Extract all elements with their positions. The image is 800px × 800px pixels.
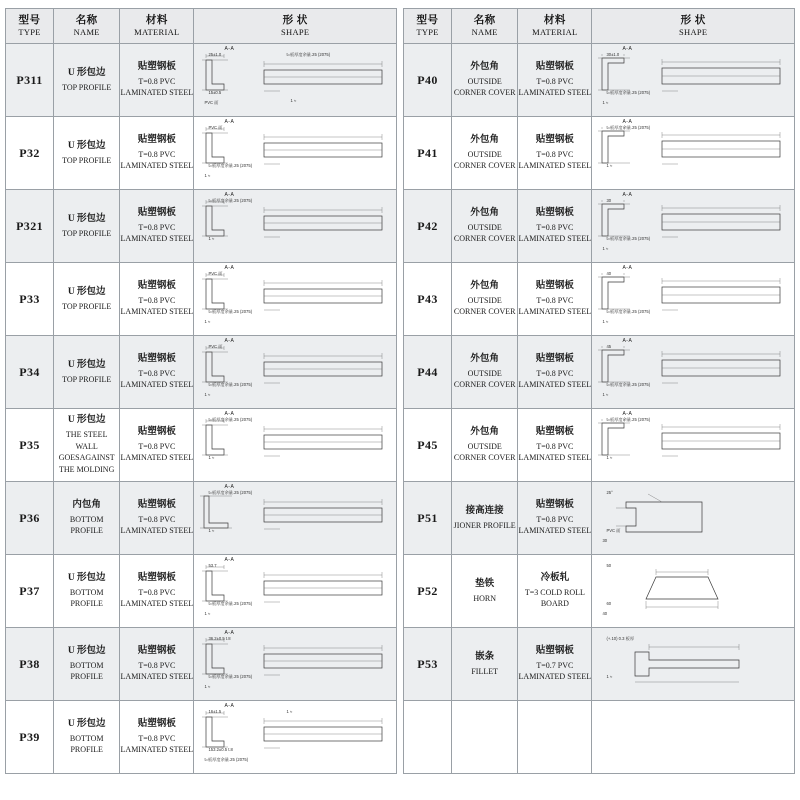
- dimension-text: t=板厚度余量.25 (2075): [208, 417, 253, 422]
- shape-cell: [592, 117, 795, 190]
- dimension-text: 1 ≈: [290, 98, 297, 103]
- material-cn: 贴塑钢板: [535, 646, 574, 657]
- table-header-right: [404, 9, 795, 44]
- type-cell: P41: [404, 117, 452, 190]
- type-cell: P42: [404, 190, 452, 263]
- table-row: [404, 117, 795, 190]
- material-en: T=0.8 PVC LAMINATED STEEL: [120, 149, 194, 171]
- shape-drawing: [592, 628, 794, 700]
- column-header-shape: [194, 9, 397, 44]
- shape-drawing: [194, 44, 396, 116]
- name-cell: [54, 44, 120, 117]
- type-cell: P52: [404, 555, 452, 628]
- material-en: T=0.8 PVC LAMINATED STEEL: [518, 222, 592, 244]
- shape-cell: [194, 44, 397, 117]
- dimension-text: PVC 面: [208, 271, 223, 276]
- material-en: T=3 COLD ROLL BOARD: [524, 587, 585, 609]
- column-header-type: [404, 9, 452, 44]
- material-cn: 贴塑钢板: [535, 135, 574, 146]
- dimension-text: 1 ≈: [606, 674, 613, 679]
- table-row: [6, 336, 397, 409]
- material-cell: [120, 409, 194, 482]
- dimension-text: PVC 面: [208, 125, 223, 130]
- material-cell: [120, 701, 194, 774]
- section-label: A-A: [224, 557, 235, 563]
- column-header-name: [452, 9, 518, 44]
- name-cn: U 形包边: [67, 415, 106, 426]
- name-cell: [452, 701, 518, 774]
- table-row: [6, 482, 397, 555]
- section-label: A-A: [622, 192, 633, 198]
- material-cell: [518, 44, 592, 117]
- type-cell: P39: [6, 701, 54, 774]
- material-en: T=0.8 PVC LAMINATED STEEL: [518, 149, 592, 171]
- column-header-name-cn: 名称: [473, 15, 496, 27]
- name-cell: [452, 555, 518, 628]
- dimension-text: 53.7: [208, 563, 217, 568]
- left-table-wrapper: [5, 8, 397, 794]
- type-cell: P37: [6, 555, 54, 628]
- name-cn: U 形包边: [67, 140, 106, 151]
- material-cn: 贴塑钢板: [535, 281, 574, 292]
- name-en: FILLET: [471, 666, 499, 676]
- name-cn: 外包角: [470, 427, 499, 438]
- material-cn: 贴塑钢板: [535, 427, 574, 438]
- type-cell: P53: [404, 628, 452, 701]
- section-label: A-A: [224, 192, 235, 198]
- material-cell: [120, 190, 194, 263]
- type-cell: P33: [6, 263, 54, 336]
- type-cell: P40: [404, 44, 452, 117]
- column-header-type-cn: 型号: [416, 15, 439, 27]
- material-cn: 冷板轧: [540, 573, 570, 584]
- dimension-text: PVC 面: [606, 528, 621, 533]
- section-label: A-A: [622, 46, 633, 52]
- name-en: OUTSIDE CORNER COVER: [453, 441, 516, 463]
- shape-drawing: [592, 336, 794, 408]
- dimension-text: t=板厚度余量.25 (2075): [606, 125, 651, 130]
- table-row: [404, 336, 795, 409]
- column-header-type: [6, 9, 54, 44]
- material-cn: 贴塑钢板: [137, 135, 176, 146]
- material-cell: [518, 482, 592, 555]
- dimension-text: 1 ≈: [286, 709, 293, 714]
- section-label: A-A: [224, 119, 235, 125]
- section-label: A-A: [224, 265, 235, 271]
- table-row: [404, 701, 795, 774]
- name-cn: U 形包边: [67, 573, 106, 584]
- dimension-text: 1 ≈: [208, 236, 215, 241]
- shape-drawing: [194, 628, 396, 700]
- shape-cell: [592, 44, 795, 117]
- dimension-text: t=板厚度余量.25 (2075): [208, 309, 253, 314]
- material-cell: [518, 263, 592, 336]
- name-cell: [452, 190, 518, 263]
- material-cell: [120, 336, 194, 409]
- column-header-name-en: NAME: [471, 27, 498, 38]
- material-cn: 贴塑钢板: [535, 500, 574, 511]
- table-row: [6, 190, 397, 263]
- material-en: T=0.7 PVC LAMINATED STEEL: [518, 660, 592, 682]
- dimension-text: t=板厚度余量.25 (2075): [606, 90, 651, 95]
- name-cell: [54, 190, 120, 263]
- section-label: A-A: [622, 265, 633, 271]
- name-cell: [54, 336, 120, 409]
- shape-cell: [592, 336, 795, 409]
- table-row: [6, 44, 397, 117]
- column-header-material-cn: 材料: [543, 15, 566, 27]
- name-en: THE STEEL WALL GOESAGAINST THE MOLDING: [58, 430, 115, 474]
- dimension-text: 30: [602, 538, 608, 543]
- dimension-text: (+.10) 0.3 板厚: [606, 636, 635, 641]
- dimension-text: t=板厚度余量.25 (2075): [606, 382, 651, 387]
- material-en: T=0.8 PVC LAMINATED STEEL: [120, 76, 194, 98]
- shape-drawing: [194, 409, 396, 481]
- name-cell: [54, 701, 120, 774]
- section-label: A-A: [224, 46, 235, 52]
- material-cell: [120, 44, 194, 117]
- name-en: JIONER PROFILE: [453, 520, 516, 530]
- material-en: T=0.8 PVC LAMINATED STEEL: [518, 295, 592, 317]
- dimension-text: 15±0.5: [208, 90, 222, 95]
- column-header-shape-cn: 形 状: [282, 15, 308, 27]
- dimension-text: 50: [606, 563, 612, 568]
- name-cn: 外包角: [470, 281, 499, 292]
- table-row: [6, 628, 397, 701]
- section-label: A-A: [224, 703, 235, 709]
- type-cell: P43: [404, 263, 452, 336]
- dimension-text: t=板厚度余量.25 (2075): [208, 601, 253, 606]
- name-cell: [54, 482, 120, 555]
- material-cell: [518, 117, 592, 190]
- dimension-text: t=板厚度余量.25 (2075): [204, 757, 249, 762]
- dimension-text: 1 ≈: [204, 319, 211, 324]
- shape-cell: [592, 190, 795, 263]
- type-cell: P51: [404, 482, 452, 555]
- name-en: TOP PROFILE: [62, 228, 112, 238]
- shape-cell: [194, 263, 397, 336]
- material-cn: 贴塑钢板: [137, 62, 176, 73]
- table-row: [404, 482, 795, 555]
- dimension-text: 1 ≈: [204, 173, 211, 178]
- table-header-left: [6, 9, 397, 44]
- name-cell: [452, 336, 518, 409]
- shape-drawing: [592, 263, 794, 335]
- right-table-wrapper: [403, 8, 795, 794]
- dimension-text: 40: [606, 271, 612, 276]
- material-cn: 贴塑钢板: [137, 208, 176, 219]
- shape-cell: [194, 628, 397, 701]
- material-en: T=0.8 PVC LAMINATED STEEL: [120, 514, 194, 536]
- type-cell: P34: [6, 336, 54, 409]
- name-en: OUTSIDE CORNER COVER: [453, 368, 516, 390]
- dimension-text: t=板厚度余量.25 (2075): [606, 236, 651, 241]
- material-en: T=0.8 PVC LAMINATED STEEL: [518, 368, 592, 390]
- table-body-right: [404, 44, 795, 774]
- dimension-text: 1 ≈: [606, 163, 613, 168]
- section-label: A-A: [622, 411, 633, 417]
- table-row: [6, 117, 397, 190]
- dimension-text: 1 ≈: [204, 684, 211, 689]
- dimension-text: 25±1.0: [208, 52, 222, 57]
- material-en: T=0.8 PVC LAMINATED STEEL: [120, 441, 194, 463]
- column-header-type-en: TYPE: [416, 27, 439, 38]
- name-cell: [452, 409, 518, 482]
- shape-drawing: [194, 336, 396, 408]
- dimension-text: t=板厚度余量.25 (2075): [208, 382, 253, 387]
- shape-cell: [592, 628, 795, 701]
- dimension-text: 30: [606, 198, 612, 203]
- name-en: OUTSIDE CORNER COVER: [453, 295, 516, 317]
- shape-drawing: [194, 701, 396, 773]
- name-cn: 垫铁: [475, 578, 495, 589]
- table-row: [404, 190, 795, 263]
- material-cn: 贴塑钢板: [137, 427, 176, 438]
- table-row: [6, 555, 397, 628]
- material-cn: 贴塑钢板: [137, 646, 176, 657]
- column-header-shape-en: SHAPE: [679, 27, 708, 38]
- material-en: T=0.8 PVC LAMINATED STEEL: [120, 660, 194, 682]
- section-label: A-A: [622, 338, 633, 344]
- dimension-text: 1 ≈: [602, 392, 609, 397]
- column-header-material-cn: 材料: [145, 15, 168, 27]
- shape-cell: [194, 409, 397, 482]
- shape-cell: [592, 701, 795, 774]
- column-header-type-cn: 型号: [18, 15, 41, 27]
- dimension-text: t=板厚度余量.25 (2075): [208, 163, 253, 168]
- material-en: T=0.8 PVC LAMINATED STEEL: [518, 441, 592, 463]
- table-row: [404, 555, 795, 628]
- table-row: [6, 263, 397, 336]
- material-en: T=0.8 PVC LAMINATED STEEL: [120, 587, 194, 609]
- dimension-text: 45: [606, 344, 612, 349]
- column-header-shape-cn: 形 状: [680, 15, 706, 27]
- table-row: [6, 701, 397, 774]
- shape-cell: [194, 555, 397, 628]
- dimension-text: 36.2±0.5 t.8: [208, 636, 231, 641]
- shape-drawing: [592, 44, 794, 116]
- table-row: [404, 409, 795, 482]
- column-header-material-en: MATERIAL: [134, 27, 180, 38]
- type-cell: P36: [6, 482, 54, 555]
- shape-drawing: [194, 263, 396, 335]
- dimension-text: 1 ≈: [208, 455, 215, 460]
- name-cn: 内包角: [72, 500, 101, 511]
- spec-table-left: [5, 8, 397, 774]
- dimension-text: 25°: [606, 490, 613, 495]
- dimension-text: t=板厚度余量.25 (2075): [208, 490, 253, 495]
- dimension-text: 16±1.5: [208, 709, 222, 714]
- table-body-left: [6, 44, 397, 774]
- type-cell: P32: [6, 117, 54, 190]
- shape-cell: [194, 336, 397, 409]
- dimension-text: t=板厚度余量.25 (2075): [208, 198, 253, 203]
- name-en: BOTTOM PROFILE: [69, 514, 104, 536]
- name-en: TOP PROFILE: [62, 155, 112, 165]
- type-cell: [404, 701, 452, 774]
- material-en: T=0.8 PVC LAMINATED STEEL: [120, 733, 194, 755]
- shape-drawing: [592, 190, 794, 262]
- column-header-material: [518, 9, 592, 44]
- name-cn: U 形包边: [67, 286, 106, 297]
- shape-cell: [592, 555, 795, 628]
- table-row: [6, 409, 397, 482]
- section-label: A-A: [622, 119, 633, 125]
- material-cn: 贴塑钢板: [137, 354, 176, 365]
- material-en: T=0.8 PVC LAMINATED STEEL: [518, 76, 592, 98]
- material-cn: 贴塑钢板: [137, 719, 176, 730]
- spec-table-right: [403, 8, 795, 774]
- type-cell: P35: [6, 409, 54, 482]
- dimension-text: PVC 面: [208, 344, 223, 349]
- section-label: A-A: [224, 411, 235, 417]
- shape-cell: [592, 482, 795, 555]
- dimension-text: 1 ≈: [204, 611, 211, 616]
- shape-drawing: [592, 482, 794, 554]
- name-cn: U 形包边: [67, 213, 106, 224]
- material-cell: [518, 190, 592, 263]
- name-en: BOTTOM PROFILE: [69, 660, 104, 682]
- material-cell: [120, 263, 194, 336]
- dimension-text: 1 ≈: [602, 246, 609, 251]
- shape-drawing: [592, 555, 794, 627]
- material-cell: [120, 628, 194, 701]
- section-label: A-A: [224, 630, 235, 636]
- column-header-name: [54, 9, 120, 44]
- shape-cell: [194, 701, 397, 774]
- shape-cell: [194, 190, 397, 263]
- material-cn: 贴塑钢板: [535, 354, 574, 365]
- shape-drawing: [592, 409, 794, 481]
- dimension-text: 1 ≈: [606, 455, 613, 460]
- shape-drawing: [194, 482, 396, 554]
- type-cell: P44: [404, 336, 452, 409]
- name-cn: 外包角: [470, 354, 499, 365]
- section-label: A-A: [224, 484, 235, 490]
- name-cell: [54, 409, 120, 482]
- name-cn: U 形包边: [67, 67, 106, 78]
- table-row: [404, 628, 795, 701]
- material-cn: 贴塑钢板: [535, 62, 574, 73]
- name-cell: [54, 117, 120, 190]
- dimension-text: t=板厚度余量.25 (2075): [208, 674, 253, 679]
- section-label: A-A: [224, 338, 235, 344]
- name-cn: U 形包边: [67, 646, 106, 657]
- name-cn: 接高连接: [465, 505, 504, 516]
- dimension-text: t=板厚度余量.25 (2075): [286, 52, 331, 57]
- material-cell: [518, 701, 592, 774]
- material-en: T=0.8 PVC LAMINATED STEEL: [120, 295, 194, 317]
- name-cn: 外包角: [470, 135, 499, 146]
- column-header-material-en: MATERIAL: [532, 27, 578, 38]
- material-en: T=0.8 PVC LAMINATED STEEL: [120, 222, 194, 244]
- shape-cell: [592, 409, 795, 482]
- material-cn: 贴塑钢板: [137, 573, 176, 584]
- column-header-type-en: TYPE: [18, 27, 41, 38]
- dimension-text: 153.2±0.5 t.8: [208, 747, 233, 752]
- column-header-name-en: NAME: [73, 27, 100, 38]
- name-cell: [452, 628, 518, 701]
- name-en: OUTSIDE CORNER COVER: [453, 149, 516, 171]
- material-cell: [518, 555, 592, 628]
- dimension-text: 1 ≈: [208, 528, 215, 533]
- dimension-text: 60: [606, 601, 612, 606]
- shape-drawing: [592, 117, 794, 189]
- name-cell: [54, 628, 120, 701]
- shape-drawing: [194, 555, 396, 627]
- material-cn: 贴塑钢板: [137, 500, 176, 511]
- dimension-text: 30±1.0: [606, 52, 620, 57]
- name-en: TOP PROFILE: [62, 301, 112, 311]
- shape-cell: [194, 482, 397, 555]
- material-cn: 贴塑钢板: [535, 208, 574, 219]
- name-cell: [452, 117, 518, 190]
- material-cell: [518, 628, 592, 701]
- material-cell: [518, 409, 592, 482]
- name-cn: U 形包边: [67, 719, 106, 730]
- type-cell: P321: [6, 190, 54, 263]
- name-en: BOTTOM PROFILE: [69, 733, 104, 755]
- material-cell: [518, 336, 592, 409]
- material-en: T=0.8 PVC LAMINATED STEEL: [120, 368, 194, 390]
- name-cn: 外包角: [470, 208, 499, 219]
- dimension-text: 1 ≈: [602, 319, 609, 324]
- material-cell: [120, 555, 194, 628]
- dimension-text: 1 ≈: [204, 392, 211, 397]
- material-cn: 贴塑钢板: [137, 281, 176, 292]
- dimension-text: PVC 面: [204, 100, 219, 105]
- column-header-name-cn: 名称: [75, 15, 98, 27]
- name-cell: [452, 482, 518, 555]
- table-row: [404, 44, 795, 117]
- name-cn: 外包角: [470, 62, 499, 73]
- type-cell: P45: [404, 409, 452, 482]
- name-en: HORN: [473, 593, 497, 603]
- column-header-shape-en: SHAPE: [281, 27, 310, 38]
- name-cn: U 形包边: [67, 359, 106, 370]
- name-cell: [452, 263, 518, 336]
- name-cell: [54, 263, 120, 336]
- name-en: TOP PROFILE: [62, 82, 112, 92]
- name-cell: [452, 44, 518, 117]
- dimension-text: 1 ≈: [602, 100, 609, 105]
- type-cell: P38: [6, 628, 54, 701]
- name-en: OUTSIDE CORNER COVER: [453, 222, 516, 244]
- name-cell: [54, 555, 120, 628]
- material-cell: [120, 117, 194, 190]
- column-header-material: [120, 9, 194, 44]
- column-header-shape: [592, 9, 795, 44]
- name-cn: 嵌条: [475, 651, 495, 662]
- dimension-text: t=板厚度余量.25 (2075): [606, 309, 651, 314]
- material-en: T=0.8 PVC LAMINATED STEEL: [518, 514, 592, 536]
- name-en: BOTTOM PROFILE: [69, 587, 104, 609]
- type-cell: P311: [6, 44, 54, 117]
- table-row: [404, 263, 795, 336]
- dimension-text: t=板厚度余量.25 (2075): [606, 417, 651, 422]
- shape-cell: [194, 117, 397, 190]
- dimension-text: 40: [602, 611, 608, 616]
- shape-drawing: [194, 117, 396, 189]
- material-cell: [120, 482, 194, 555]
- name-en: TOP PROFILE: [62, 374, 112, 384]
- name-en: OUTSIDE CORNER COVER: [453, 76, 516, 98]
- shape-cell: [592, 263, 795, 336]
- shape-drawing: [194, 190, 396, 262]
